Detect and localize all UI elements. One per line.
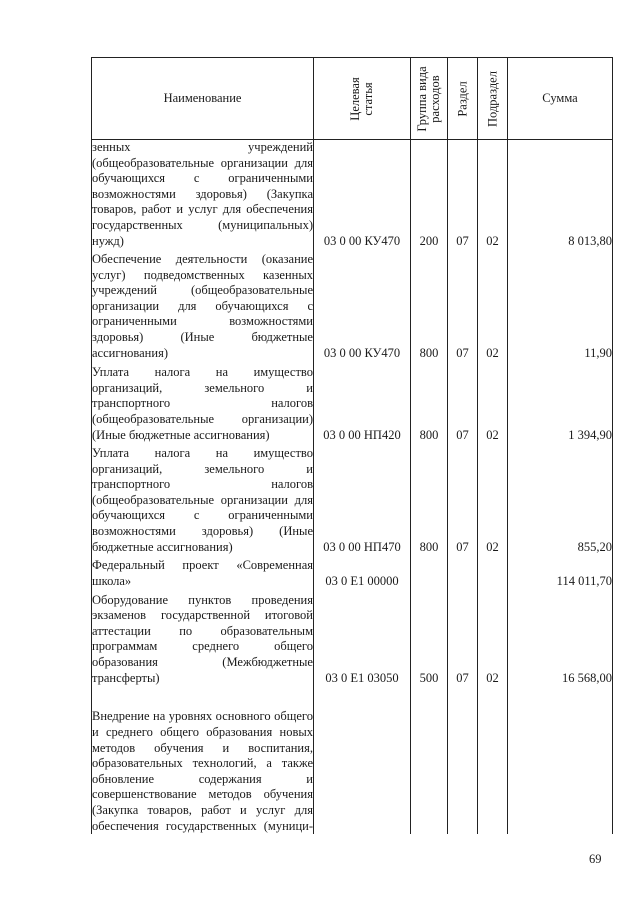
budget-table bbox=[91, 57, 613, 834]
header-expense-group bbox=[411, 58, 448, 140]
row-sum: 16 568,00 bbox=[508, 589, 613, 686]
row-section: 07 bbox=[448, 589, 478, 686]
table-row bbox=[92, 443, 613, 555]
row-name: Внедрение на уровнях основного общего и среднего общего образования новых методов обучения и воспитания, образовательных технологий, а также обновление содержания и совершенствование методов обучения (Закупка товаров, работ и услуг для обеспечения государственных (муници- bbox=[92, 686, 314, 834]
row-group bbox=[411, 686, 448, 834]
row-code: 03 0 00 КУ470 bbox=[314, 140, 411, 250]
row-code: 03 0 Е1 00000 bbox=[314, 555, 411, 589]
row-group: 800 bbox=[411, 443, 448, 555]
row-sum bbox=[508, 686, 613, 834]
header-name: Наименование bbox=[92, 58, 314, 140]
header-target-item-label: Целевая статья bbox=[347, 76, 375, 121]
row-sum: 855,20 bbox=[508, 443, 613, 555]
row-group: 800 bbox=[411, 361, 448, 443]
row-subsection: 02 bbox=[478, 443, 508, 555]
table-row bbox=[92, 589, 613, 686]
header-expense-group-label: Группа вида расходов bbox=[414, 65, 442, 132]
header-target-item bbox=[314, 58, 411, 140]
table-row bbox=[92, 249, 613, 361]
table-body bbox=[92, 140, 613, 835]
header-subsection-label: Подраздел bbox=[484, 70, 499, 127]
row-sum: 1 394,90 bbox=[508, 361, 613, 443]
row-code bbox=[314, 686, 411, 834]
row-subsection: 02 bbox=[478, 249, 508, 361]
row-sum: 11,90 bbox=[508, 249, 613, 361]
row-code: 03 0 00 НП470 bbox=[314, 443, 411, 555]
row-section: 07 bbox=[448, 140, 478, 250]
row-section: 07 bbox=[448, 249, 478, 361]
row-name: Федеральный проект «Современная школа» bbox=[92, 555, 314, 589]
header-section-label: Раздел bbox=[454, 80, 469, 117]
header-section bbox=[448, 58, 478, 140]
row-subsection: 02 bbox=[478, 589, 508, 686]
row-code: 03 0 00 КУ470 bbox=[314, 249, 411, 361]
row-name: Уплата налога на имущество организаций, земельного и транспортного налогов (общеобразовательные организации) (Иные бюджетные ассигнования) bbox=[92, 361, 314, 443]
table-header bbox=[92, 58, 613, 140]
header-subsection bbox=[478, 58, 508, 140]
row-section bbox=[448, 555, 478, 589]
page-number: 69 bbox=[589, 852, 602, 866]
table-row bbox=[92, 686, 613, 834]
table-row bbox=[92, 361, 613, 443]
row-code: 03 0 00 НП420 bbox=[314, 361, 411, 443]
row-sum: 114 011,70 bbox=[508, 555, 613, 589]
row-code: 03 0 Е1 03050 bbox=[314, 589, 411, 686]
header-sum: Сумма bbox=[508, 58, 613, 140]
row-name: Обеспечение деятельности (оказание услуг) подведомственных казенных учреждений (общеобразовательные организации для обучающихся с ограниченными возможностями здоровья) (Иные бюджетные ассигнования) bbox=[92, 249, 314, 361]
row-subsection bbox=[478, 686, 508, 834]
row-section: 07 bbox=[448, 361, 478, 443]
row-sum: 8 013,80 bbox=[508, 140, 613, 250]
row-group: 800 bbox=[411, 249, 448, 361]
row-name: зенных учреждений (общеобразовательные организации для обучающихся с ограниченными возможностями здоровья) (Закупка товаров, работ и услуг для обеспечения государственных (муниципальных) нужд) bbox=[92, 140, 313, 248]
row-group: 200 bbox=[411, 140, 448, 250]
table-row bbox=[92, 555, 613, 589]
table-row bbox=[92, 140, 613, 250]
row-section bbox=[448, 686, 478, 834]
row-name: Уплата налога на имущество организаций, земельного и транспортного налогов (общеобразовательные организации для обучающихся с ограниченными возможностями здоровья) (Иные бюджетные ассигнования) bbox=[92, 443, 314, 555]
row-subsection: 02 bbox=[478, 140, 508, 250]
row-subsection bbox=[478, 555, 508, 589]
row-subsection: 02 bbox=[478, 361, 508, 443]
row-section: 07 bbox=[448, 443, 478, 555]
row-name: Оборудование пунктов проведения экзаменов государственной итоговой аттестации по образовательным программам среднего общего образования (Межбюджетные трансферты) bbox=[92, 589, 314, 686]
row-group bbox=[411, 555, 448, 589]
row-group: 500 bbox=[411, 589, 448, 686]
